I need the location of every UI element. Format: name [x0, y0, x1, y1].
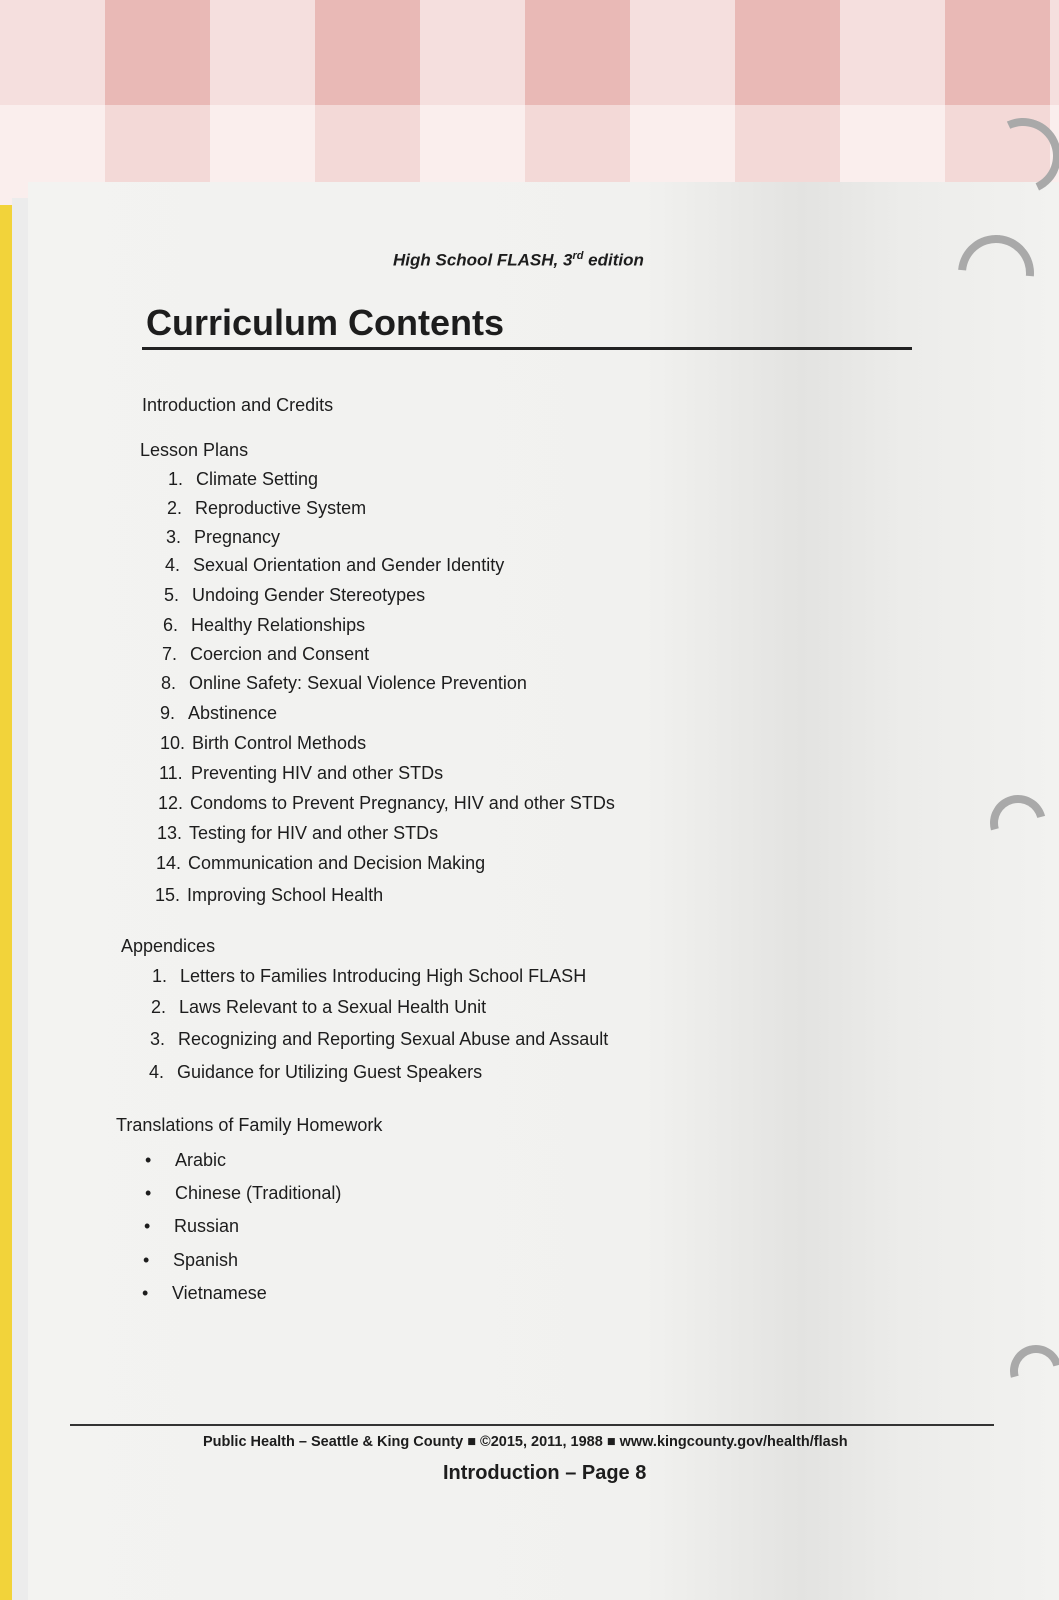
lesson-item: 13. Testing for HIV and other STDs [157, 823, 439, 843]
translation-item: • Arabic [145, 1150, 227, 1170]
lesson-item: 14. Communication and Decision Making [156, 853, 486, 873]
page-number: Introduction – Page 8 [443, 1462, 647, 1484]
page-title: Curriculum Contents [146, 302, 505, 343]
lesson-item: 11. Preventing HIV and other STDs [159, 763, 444, 783]
lesson-plans-heading: Lesson Plans [140, 440, 249, 460]
title-rule [142, 347, 912, 350]
lesson-item: 15. Improving School Health [155, 885, 384, 905]
footer-credits: Public Health – Seattle & King County ■ ©2015, 2011, 1988 ■ www.kingcounty.gov/health/flash [203, 1434, 848, 1450]
appendix-item: 3. Recognizing and Reporting Sexual Abuse and Assault [150, 1029, 609, 1049]
appendices-heading: Appendices [121, 936, 216, 956]
lesson-item: 1. Climate Setting [168, 469, 319, 489]
lesson-item: 6. Healthy Relationships [163, 615, 366, 635]
translation-item: • Vietnamese [142, 1283, 267, 1303]
translation-item: • Chinese (Traditional) [145, 1183, 342, 1203]
lesson-item: 7. Coercion and Consent [162, 644, 370, 664]
lesson-item: 9. Abstinence [160, 703, 278, 723]
translation-item: • Russian [144, 1216, 240, 1236]
appendix-item: 4. Guidance for Utilizing Guest Speakers [149, 1062, 483, 1082]
lesson-item: 5. Undoing Gender Stereotypes [164, 585, 426, 605]
lesson-item: 12. Condoms to Prevent Pregnancy, HIV and other STDs [158, 793, 615, 813]
lesson-item: 4. Sexual Orientation and Gender Identity [165, 555, 505, 575]
lesson-item: 8. Online Safety: Sexual Violence Prevention [161, 673, 527, 693]
translation-item: • Spanish [143, 1250, 239, 1270]
lesson-item: 3. Pregnancy [166, 527, 281, 547]
document-page [28, 182, 1059, 1600]
lesson-item: 2. Reproductive System [167, 498, 367, 518]
running-head: High School FLASH, 3rd edition [393, 250, 644, 270]
lesson-item: 10. Birth Control Methods [160, 733, 367, 753]
appendix-item: 2. Laws Relevant to a Sexual Health Unit [151, 997, 487, 1017]
appendix-item: 1. Letters to Families Introducing High School FLASH [152, 966, 587, 986]
translations-heading: Translations of Family Homework [116, 1115, 383, 1135]
footer-rule [70, 1424, 994, 1426]
intro-heading: Introduction and Credits [142, 395, 334, 415]
